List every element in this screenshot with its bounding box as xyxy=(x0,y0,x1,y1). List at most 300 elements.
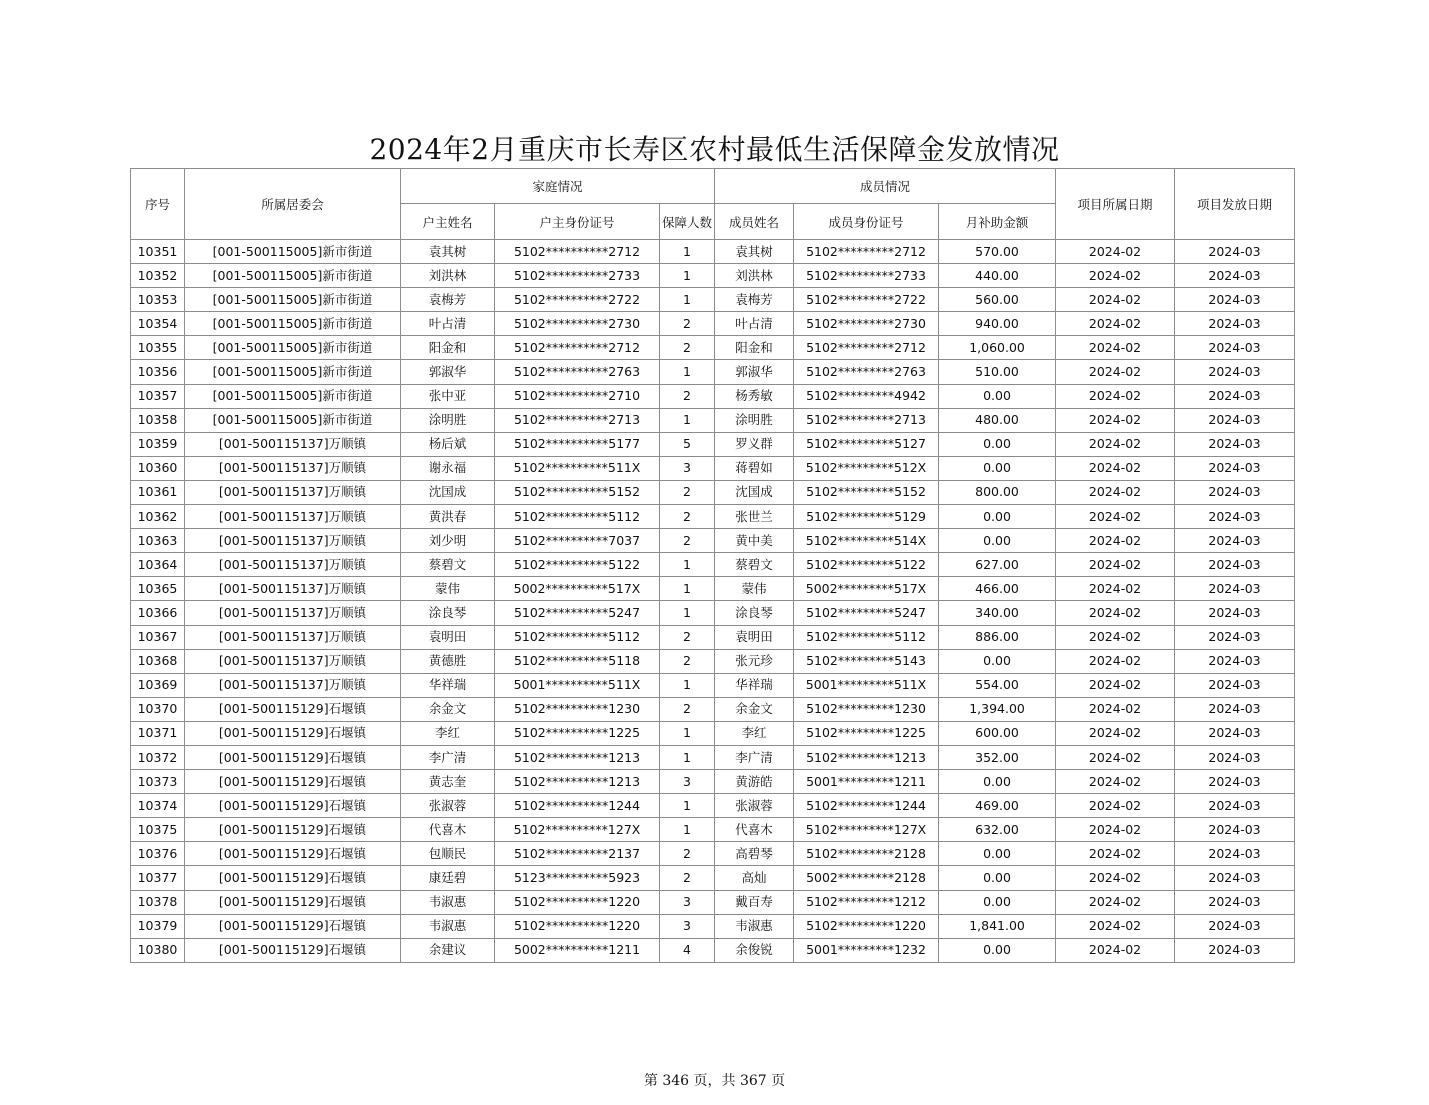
member-name-cell: 蔡碧文 xyxy=(715,553,794,577)
seq-cell: 10355 xyxy=(131,336,185,360)
member-id-cell: 5102*********5152 xyxy=(794,480,939,504)
member-id-cell: 5102*********5122 xyxy=(794,553,939,577)
committee-cell: [001-500115129]石堰镇 xyxy=(185,770,401,794)
committee-cell: [001-500115005]新市街道 xyxy=(185,312,401,336)
seq-cell: 10379 xyxy=(131,914,185,938)
head-name-cell: 袁其树 xyxy=(401,240,495,264)
head-id-cell: 5002**********517X xyxy=(495,577,660,601)
committee-cell: [001-500115137]万顺镇 xyxy=(185,625,401,649)
insured-count-cell: 3 xyxy=(660,770,715,794)
insured-count-cell: 2 xyxy=(660,625,715,649)
issue-date-cell: 2024-03 xyxy=(1175,697,1295,721)
seq-cell: 10351 xyxy=(131,240,185,264)
table-row xyxy=(131,336,1295,360)
issue-date-cell: 2024-03 xyxy=(1175,264,1295,288)
monthly-amount-cell: 340.00 xyxy=(939,601,1056,625)
insured-count-cell: 3 xyxy=(660,914,715,938)
project-date-cell: 2024-02 xyxy=(1056,649,1175,673)
insured-count-cell: 1 xyxy=(660,794,715,818)
head-id-cell: 5102**********2712 xyxy=(495,240,660,264)
member-name-cell: 韦淑惠 xyxy=(715,914,794,938)
head-name-cell: 张淑蓉 xyxy=(401,794,495,818)
table-row xyxy=(131,360,1295,384)
member-id-cell: 5102*********2128 xyxy=(794,842,939,866)
issue-date-cell: 2024-03 xyxy=(1175,336,1295,360)
member-id-cell: 5102*********127X xyxy=(794,818,939,842)
seq-cell: 10372 xyxy=(131,745,185,769)
issue-date-cell: 2024-03 xyxy=(1175,890,1295,914)
issue-date-cell: 2024-03 xyxy=(1175,794,1295,818)
committee-cell: [001-500115137]万顺镇 xyxy=(185,505,401,529)
committee-cell: [001-500115129]石堰镇 xyxy=(185,842,401,866)
insured-count-cell: 3 xyxy=(660,890,715,914)
seq-cell: 10358 xyxy=(131,408,185,432)
issue-date-cell: 2024-03 xyxy=(1175,240,1295,264)
head-id-cell: 5102**********1213 xyxy=(495,770,660,794)
committee-cell: [001-500115129]石堰镇 xyxy=(185,697,401,721)
project-date-cell: 2024-02 xyxy=(1056,625,1175,649)
header-member-name: 成员姓名 xyxy=(715,204,794,240)
seq-cell: 10380 xyxy=(131,938,185,962)
monthly-amount-cell: 0.00 xyxy=(939,505,1056,529)
issue-date-cell: 2024-03 xyxy=(1175,360,1295,384)
monthly-amount-cell: 1,394.00 xyxy=(939,697,1056,721)
head-name-cell: 沈国成 xyxy=(401,480,495,504)
insured-count-cell: 2 xyxy=(660,312,715,336)
head-name-cell: 蔡碧文 xyxy=(401,553,495,577)
head-name-cell: 黄德胜 xyxy=(401,649,495,673)
committee-cell: [001-500115129]石堰镇 xyxy=(185,914,401,938)
table-row xyxy=(131,264,1295,288)
head-name-cell: 叶占清 xyxy=(401,312,495,336)
head-name-cell: 黄志奎 xyxy=(401,770,495,794)
monthly-amount-cell: 570.00 xyxy=(939,240,1056,264)
monthly-amount-cell: 0.00 xyxy=(939,529,1056,553)
monthly-amount-cell: 600.00 xyxy=(939,721,1056,745)
member-name-cell: 黄游皓 xyxy=(715,770,794,794)
header-head-id: 户主身份证号 xyxy=(495,204,660,240)
monthly-amount-cell: 469.00 xyxy=(939,794,1056,818)
page-footer: 第 346 页，共 367 页 xyxy=(643,1073,786,1089)
table-row xyxy=(131,384,1295,408)
member-name-cell: 黄中美 xyxy=(715,529,794,553)
member-name-cell: 李红 xyxy=(715,721,794,745)
project-date-cell: 2024-02 xyxy=(1056,697,1175,721)
issue-date-cell: 2024-03 xyxy=(1175,312,1295,336)
committee-cell: [001-500115137]万顺镇 xyxy=(185,529,401,553)
member-id-cell: 5001*********1232 xyxy=(794,938,939,962)
seq-cell: 10373 xyxy=(131,770,185,794)
monthly-amount-cell: 440.00 xyxy=(939,264,1056,288)
member-name-cell: 戴百寿 xyxy=(715,890,794,914)
insured-count-cell: 1 xyxy=(660,360,715,384)
table-row xyxy=(131,432,1295,456)
project-date-cell: 2024-02 xyxy=(1056,312,1175,336)
project-date-cell: 2024-02 xyxy=(1056,721,1175,745)
head-name-cell: 蒙伟 xyxy=(401,577,495,601)
head-id-cell: 5102**********5112 xyxy=(495,625,660,649)
member-name-cell: 袁其树 xyxy=(715,240,794,264)
committee-cell: [001-500115129]石堰镇 xyxy=(185,866,401,890)
insured-count-cell: 2 xyxy=(660,505,715,529)
committee-cell: [001-500115005]新市街道 xyxy=(185,240,401,264)
header-head-name: 户主姓名 xyxy=(401,204,495,240)
project-date-cell: 2024-02 xyxy=(1056,384,1175,408)
head-id-cell: 5102**********1213 xyxy=(495,745,660,769)
header-project-date: 项目所属日期 xyxy=(1056,169,1175,240)
seq-cell: 10354 xyxy=(131,312,185,336)
member-name-cell: 郭淑华 xyxy=(715,360,794,384)
issue-date-cell: 2024-03 xyxy=(1175,818,1295,842)
member-name-cell: 袁明田 xyxy=(715,625,794,649)
member-id-cell: 5102*********2763 xyxy=(794,360,939,384)
monthly-amount-cell: 466.00 xyxy=(939,577,1056,601)
committee-cell: [001-500115129]石堰镇 xyxy=(185,745,401,769)
insured-count-cell: 1 xyxy=(660,264,715,288)
table-row xyxy=(131,288,1295,312)
head-name-cell: 刘少明 xyxy=(401,529,495,553)
member-id-cell: 5102*********5143 xyxy=(794,649,939,673)
issue-date-cell: 2024-03 xyxy=(1175,673,1295,697)
member-id-cell: 5102*********1213 xyxy=(794,745,939,769)
head-id-cell: 5102**********2712 xyxy=(495,336,660,360)
member-name-cell: 阳金和 xyxy=(715,336,794,360)
monthly-amount-cell: 632.00 xyxy=(939,818,1056,842)
committee-cell: [001-500115005]新市街道 xyxy=(185,288,401,312)
table-row xyxy=(131,577,1295,601)
monthly-amount-cell: 0.00 xyxy=(939,649,1056,673)
issue-date-cell: 2024-03 xyxy=(1175,480,1295,504)
table-row xyxy=(131,818,1295,842)
head-id-cell: 5102**********2733 xyxy=(495,264,660,288)
issue-date-cell: 2024-03 xyxy=(1175,938,1295,962)
project-date-cell: 2024-02 xyxy=(1056,938,1175,962)
committee-cell: [001-500115005]新市街道 xyxy=(185,360,401,384)
insured-count-cell: 5 xyxy=(660,432,715,456)
header-member-group: 成员情况 xyxy=(715,169,1056,204)
issue-date-cell: 2024-03 xyxy=(1175,432,1295,456)
member-id-cell: 5102*********2733 xyxy=(794,264,939,288)
head-name-cell: 韦淑惠 xyxy=(401,914,495,938)
header-insured-count: 保障人数 xyxy=(660,204,715,240)
table-row xyxy=(131,456,1295,480)
issue-date-cell: 2024-03 xyxy=(1175,384,1295,408)
committee-cell: [001-500115137]万顺镇 xyxy=(185,649,401,673)
member-id-cell: 5002*********2128 xyxy=(794,866,939,890)
monthly-amount-cell: 0.00 xyxy=(939,432,1056,456)
seq-cell: 10375 xyxy=(131,818,185,842)
header-issue-date: 项目发放日期 xyxy=(1175,169,1295,240)
head-id-cell: 5002**********1211 xyxy=(495,938,660,962)
project-date-cell: 2024-02 xyxy=(1056,794,1175,818)
head-id-cell: 5123**********5923 xyxy=(495,866,660,890)
member-name-cell: 刘洪林 xyxy=(715,264,794,288)
header-monthly-amount: 月补助金额 xyxy=(939,204,1056,240)
member-name-cell: 张元珍 xyxy=(715,649,794,673)
head-name-cell: 涂良琴 xyxy=(401,601,495,625)
member-id-cell: 5102*********2713 xyxy=(794,408,939,432)
member-id-cell: 5102*********2712 xyxy=(794,336,939,360)
committee-cell: [001-500115005]新市街道 xyxy=(185,408,401,432)
issue-date-cell: 2024-03 xyxy=(1175,625,1295,649)
head-id-cell: 5102**********5122 xyxy=(495,553,660,577)
project-date-cell: 2024-02 xyxy=(1056,577,1175,601)
head-id-cell: 5102**********511X xyxy=(495,456,660,480)
head-name-cell: 杨后斌 xyxy=(401,432,495,456)
table-row xyxy=(131,312,1295,336)
member-id-cell: 5102*********2730 xyxy=(794,312,939,336)
table-row xyxy=(131,240,1295,264)
table-row xyxy=(131,649,1295,673)
member-id-cell: 5001*********1211 xyxy=(794,770,939,794)
page-title: 2024年2月重庆市长寿区农村最低生活保障金发放情况 xyxy=(369,133,1060,166)
table-row xyxy=(131,890,1295,914)
table-row xyxy=(131,529,1295,553)
member-id-cell: 5102*********5247 xyxy=(794,601,939,625)
head-id-cell: 5102**********1244 xyxy=(495,794,660,818)
table-row xyxy=(131,601,1295,625)
project-date-cell: 2024-02 xyxy=(1056,601,1175,625)
committee-cell: [001-500115129]石堰镇 xyxy=(185,818,401,842)
monthly-amount-cell: 1,841.00 xyxy=(939,914,1056,938)
head-id-cell: 5102**********2722 xyxy=(495,288,660,312)
head-name-cell: 黄洪春 xyxy=(401,505,495,529)
project-date-cell: 2024-02 xyxy=(1056,505,1175,529)
issue-date-cell: 2024-03 xyxy=(1175,649,1295,673)
monthly-amount-cell: 0.00 xyxy=(939,842,1056,866)
committee-cell: [001-500115137]万顺镇 xyxy=(185,577,401,601)
seq-cell: 10361 xyxy=(131,480,185,504)
member-name-cell: 张世兰 xyxy=(715,505,794,529)
seq-cell: 10374 xyxy=(131,794,185,818)
table-body xyxy=(131,240,1295,963)
table-row xyxy=(131,697,1295,721)
monthly-amount-cell: 0.00 xyxy=(939,866,1056,890)
head-name-cell: 袁梅芳 xyxy=(401,288,495,312)
head-name-cell: 韦淑惠 xyxy=(401,890,495,914)
monthly-amount-cell: 0.00 xyxy=(939,384,1056,408)
monthly-amount-cell: 1,060.00 xyxy=(939,336,1056,360)
insured-count-cell: 2 xyxy=(660,336,715,360)
seq-cell: 10357 xyxy=(131,384,185,408)
member-name-cell: 杨秀敏 xyxy=(715,384,794,408)
member-id-cell: 5102*********1212 xyxy=(794,890,939,914)
project-date-cell: 2024-02 xyxy=(1056,914,1175,938)
monthly-amount-cell: 560.00 xyxy=(939,288,1056,312)
seq-cell: 10364 xyxy=(131,553,185,577)
head-id-cell: 5102**********5152 xyxy=(495,480,660,504)
head-id-cell: 5102**********1225 xyxy=(495,721,660,745)
committee-cell: [001-500115137]万顺镇 xyxy=(185,456,401,480)
member-name-cell: 叶占清 xyxy=(715,312,794,336)
committee-cell: [001-500115129]石堰镇 xyxy=(185,721,401,745)
member-id-cell: 5102*********5129 xyxy=(794,505,939,529)
head-name-cell: 华祥瑞 xyxy=(401,673,495,697)
insured-count-cell: 2 xyxy=(660,649,715,673)
seq-cell: 10360 xyxy=(131,456,185,480)
member-name-cell: 高碧琴 xyxy=(715,842,794,866)
member-name-cell: 袁梅芳 xyxy=(715,288,794,312)
project-date-cell: 2024-02 xyxy=(1056,553,1175,577)
insured-count-cell: 1 xyxy=(660,673,715,697)
head-name-cell: 张中亚 xyxy=(401,384,495,408)
member-name-cell: 蒙伟 xyxy=(715,577,794,601)
table-row xyxy=(131,721,1295,745)
head-name-cell: 李广清 xyxy=(401,745,495,769)
insured-count-cell: 2 xyxy=(660,697,715,721)
monthly-amount-cell: 554.00 xyxy=(939,673,1056,697)
seq-cell: 10363 xyxy=(131,529,185,553)
monthly-amount-cell: 940.00 xyxy=(939,312,1056,336)
issue-date-cell: 2024-03 xyxy=(1175,553,1295,577)
insured-count-cell: 3 xyxy=(660,456,715,480)
issue-date-cell: 2024-03 xyxy=(1175,456,1295,480)
committee-cell: [001-500115129]石堰镇 xyxy=(185,938,401,962)
project-date-cell: 2024-02 xyxy=(1056,456,1175,480)
issue-date-cell: 2024-03 xyxy=(1175,288,1295,312)
head-name-cell: 刘洪林 xyxy=(401,264,495,288)
head-id-cell: 5102**********2730 xyxy=(495,312,660,336)
head-id-cell: 5102**********5177 xyxy=(495,432,660,456)
table-row xyxy=(131,866,1295,890)
member-id-cell: 5102*********5127 xyxy=(794,432,939,456)
issue-date-cell: 2024-03 xyxy=(1175,577,1295,601)
seq-cell: 10376 xyxy=(131,842,185,866)
seq-cell: 10377 xyxy=(131,866,185,890)
header-seq: 序号 xyxy=(131,169,185,240)
member-id-cell: 5102*********512X xyxy=(794,456,939,480)
insured-count-cell: 1 xyxy=(660,553,715,577)
issue-date-cell: 2024-03 xyxy=(1175,505,1295,529)
head-id-cell: 5102**********2713 xyxy=(495,408,660,432)
insured-count-cell: 4 xyxy=(660,938,715,962)
project-date-cell: 2024-02 xyxy=(1056,432,1175,456)
member-name-cell: 沈国成 xyxy=(715,480,794,504)
committee-cell: [001-500115137]万顺镇 xyxy=(185,553,401,577)
head-id-cell: 5102**********2137 xyxy=(495,842,660,866)
monthly-amount-cell: 0.00 xyxy=(939,890,1056,914)
table-row xyxy=(131,745,1295,769)
monthly-amount-cell: 480.00 xyxy=(939,408,1056,432)
member-id-cell: 5102*********4942 xyxy=(794,384,939,408)
member-name-cell: 张淑蓉 xyxy=(715,794,794,818)
head-id-cell: 5102**********2710 xyxy=(495,384,660,408)
member-id-cell: 5102*********1230 xyxy=(794,697,939,721)
head-name-cell: 阳金和 xyxy=(401,336,495,360)
monthly-amount-cell: 800.00 xyxy=(939,480,1056,504)
head-id-cell: 5102**********5112 xyxy=(495,505,660,529)
member-name-cell: 高灿 xyxy=(715,866,794,890)
insured-count-cell: 1 xyxy=(660,745,715,769)
insured-count-cell: 1 xyxy=(660,818,715,842)
head-name-cell: 谢永福 xyxy=(401,456,495,480)
seq-cell: 10369 xyxy=(131,673,185,697)
monthly-amount-cell: 0.00 xyxy=(939,770,1056,794)
monthly-amount-cell: 352.00 xyxy=(939,745,1056,769)
head-name-cell: 涂明胜 xyxy=(401,408,495,432)
seq-cell: 10359 xyxy=(131,432,185,456)
project-date-cell: 2024-02 xyxy=(1056,360,1175,384)
issue-date-cell: 2024-03 xyxy=(1175,529,1295,553)
seq-cell: 10353 xyxy=(131,288,185,312)
project-date-cell: 2024-02 xyxy=(1056,890,1175,914)
issue-date-cell: 2024-03 xyxy=(1175,721,1295,745)
member-name-cell: 罗义群 xyxy=(715,432,794,456)
member-id-cell: 5102*********2712 xyxy=(794,240,939,264)
member-id-cell: 5002*********517X xyxy=(794,577,939,601)
issue-date-cell: 2024-03 xyxy=(1175,914,1295,938)
project-date-cell: 2024-02 xyxy=(1056,480,1175,504)
issue-date-cell: 2024-03 xyxy=(1175,408,1295,432)
member-name-cell: 涂良琴 xyxy=(715,601,794,625)
insured-count-cell: 1 xyxy=(660,601,715,625)
monthly-amount-cell: 627.00 xyxy=(939,553,1056,577)
project-date-cell: 2024-02 xyxy=(1056,288,1175,312)
head-id-cell: 5102**********5247 xyxy=(495,601,660,625)
insured-count-cell: 1 xyxy=(660,408,715,432)
seq-cell: 10365 xyxy=(131,577,185,601)
head-name-cell: 余建议 xyxy=(401,938,495,962)
member-id-cell: 5102*********5112 xyxy=(794,625,939,649)
table-row xyxy=(131,625,1295,649)
seq-cell: 10362 xyxy=(131,505,185,529)
member-id-cell: 5102*********1220 xyxy=(794,914,939,938)
committee-cell: [001-500115005]新市街道 xyxy=(185,336,401,360)
project-date-cell: 2024-02 xyxy=(1056,240,1175,264)
issue-date-cell: 2024-03 xyxy=(1175,770,1295,794)
issue-date-cell: 2024-03 xyxy=(1175,866,1295,890)
head-name-cell: 郭淑华 xyxy=(401,360,495,384)
seq-cell: 10371 xyxy=(131,721,185,745)
table-row xyxy=(131,770,1295,794)
table-row xyxy=(131,794,1295,818)
head-id-cell: 5102**********7037 xyxy=(495,529,660,553)
table-row xyxy=(131,553,1295,577)
table-row xyxy=(131,505,1295,529)
project-date-cell: 2024-02 xyxy=(1056,842,1175,866)
project-date-cell: 2024-02 xyxy=(1056,745,1175,769)
header-member-id: 成员身份证号 xyxy=(794,204,939,240)
project-date-cell: 2024-02 xyxy=(1056,866,1175,890)
member-id-cell: 5102*********1225 xyxy=(794,721,939,745)
insured-count-cell: 2 xyxy=(660,480,715,504)
head-name-cell: 余金文 xyxy=(401,697,495,721)
insured-count-cell: 2 xyxy=(660,384,715,408)
head-id-cell: 5102**********127X xyxy=(495,818,660,842)
head-name-cell: 袁明田 xyxy=(401,625,495,649)
project-date-cell: 2024-02 xyxy=(1056,673,1175,697)
insured-count-cell: 1 xyxy=(660,240,715,264)
committee-cell: [001-500115005]新市街道 xyxy=(185,264,401,288)
head-id-cell: 5001**********511X xyxy=(495,673,660,697)
header-family-group: 家庭情况 xyxy=(401,169,715,204)
member-id-cell: 5102*********1244 xyxy=(794,794,939,818)
project-date-cell: 2024-02 xyxy=(1056,529,1175,553)
committee-cell: [001-500115129]石堰镇 xyxy=(185,794,401,818)
table-row xyxy=(131,914,1295,938)
committee-cell: [001-500115005]新市街道 xyxy=(185,384,401,408)
committee-cell: [001-500115137]万顺镇 xyxy=(185,432,401,456)
insured-count-cell: 1 xyxy=(660,577,715,601)
insured-count-cell: 1 xyxy=(660,721,715,745)
monthly-amount-cell: 0.00 xyxy=(939,456,1056,480)
member-name-cell: 李广清 xyxy=(715,745,794,769)
table-row xyxy=(131,938,1295,962)
member-id-cell: 5102*********514X xyxy=(794,529,939,553)
seq-cell: 10356 xyxy=(131,360,185,384)
table-row xyxy=(131,408,1295,432)
project-date-cell: 2024-02 xyxy=(1056,264,1175,288)
